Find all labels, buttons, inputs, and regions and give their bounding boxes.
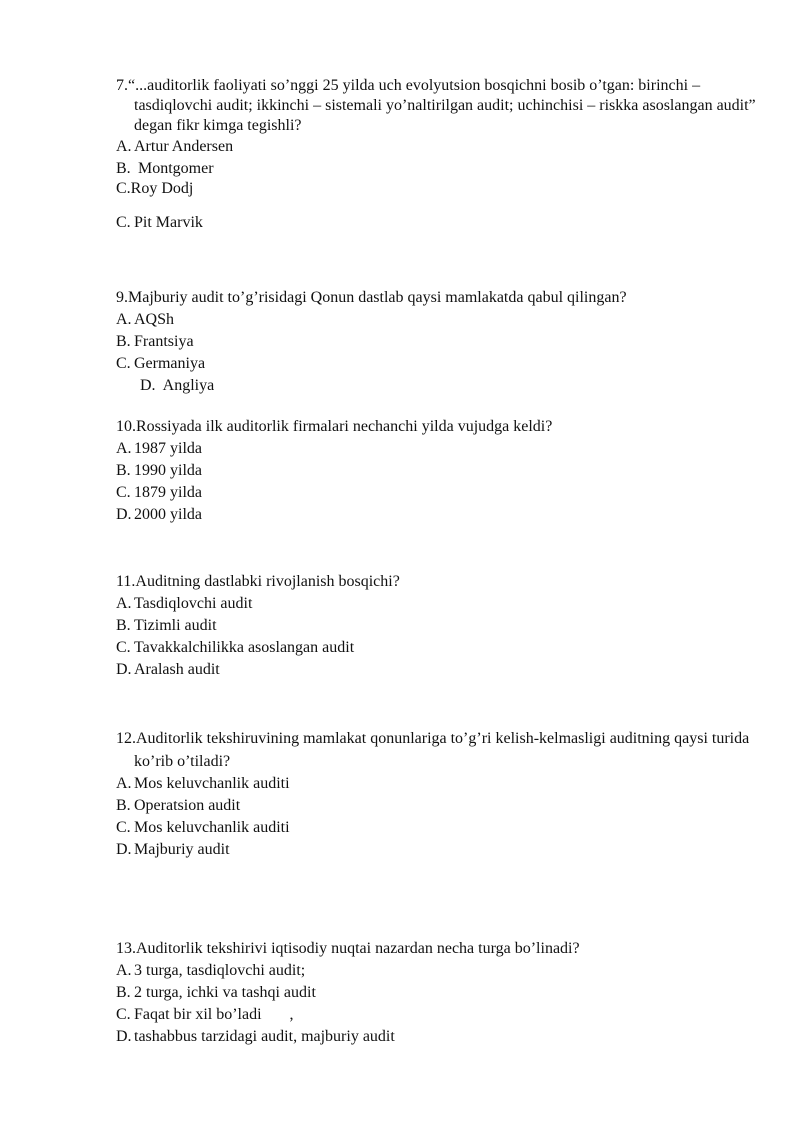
option-b xyxy=(116,615,756,637)
question-text: 7.“...auditorlik faoliyati so’nggi 25 yilda uch evolyutsion bosqichni bosib o’tgan: birinchi – tasdiqlovchi audit; ikkinchi – sistemali yo’naltirilgan audit; uchinchisi – riskka asoslangan audit” degan fikr kimga tegishli? xyxy=(116,77,756,134)
option-c xyxy=(116,482,756,504)
option-text: Aralash audit xyxy=(134,661,220,678)
option-d xyxy=(116,659,756,681)
option-a xyxy=(116,136,756,158)
option-text: 1987 yilda xyxy=(134,440,202,457)
option-c xyxy=(116,637,756,659)
option-text: Tasdiqlovchi audit xyxy=(134,595,253,612)
option-text: 1990 yilda xyxy=(134,462,202,479)
option-c xyxy=(116,1004,756,1026)
option-text: Tizimli audit xyxy=(134,617,217,634)
option-a xyxy=(116,438,756,460)
option-text: Mos keluvchanlik auditi xyxy=(134,775,290,792)
option-b xyxy=(116,331,756,353)
option-letter: A. xyxy=(116,595,132,612)
option-letter: B. xyxy=(116,797,131,814)
option-c-second xyxy=(116,212,756,234)
question-9 xyxy=(116,287,756,397)
option-a xyxy=(116,593,756,615)
question-10 xyxy=(116,416,756,526)
option-text: tashabbus tarzidagi audit, majburiy audit xyxy=(134,1028,395,1045)
option-letter: C. xyxy=(116,355,131,372)
question-text: 10.Rossiyada ilk auditorlik firmalari nechanchi yilda vujudga keldi? xyxy=(116,418,553,435)
option-letter: B. xyxy=(116,160,131,177)
option-letter: B. xyxy=(116,333,131,350)
option-letter: C. xyxy=(116,484,131,501)
option-d xyxy=(116,1026,756,1048)
option-text: Faqat bir xil bo’ladi , xyxy=(134,1006,294,1023)
option-text: Operatsion audit xyxy=(134,797,241,814)
option-text: Mos keluvchanlik auditi xyxy=(134,819,290,836)
option-letter: B. xyxy=(116,984,131,1001)
option-letter: B. xyxy=(116,617,131,634)
option-text: C.Roy Dodj xyxy=(116,180,194,197)
option-c xyxy=(116,817,756,839)
option-d xyxy=(116,375,756,397)
question-text: 13.Auditorlik tekshirivi iqtisodiy nuqtai nazardan necha turga bo’linadi? xyxy=(116,940,580,957)
option-letter: D. xyxy=(116,841,132,858)
option-a xyxy=(116,773,756,795)
option-text: Tavakkalchilikka asoslangan audit xyxy=(134,639,355,656)
question-text: 12.Auditorlik tekshiruvining mamlakat qonunlariga to’g’ri kelish-kelmasligi auditning qaysi turida ko’rib o’tiladi? xyxy=(116,730,750,770)
option-a xyxy=(116,309,756,331)
question-text: 9.Majburiy audit to’g’risidagi Qonun dastlab qaysi mamlakatda qabul qilingan? xyxy=(116,289,627,306)
option-letter: C. xyxy=(116,819,131,836)
option-d xyxy=(116,504,756,526)
option-letter: C. xyxy=(116,1006,131,1023)
option-letter: D. xyxy=(116,506,132,523)
option-b xyxy=(116,158,756,178)
option-letter: A. xyxy=(116,775,132,792)
option-text: Montgomer xyxy=(134,160,214,177)
option-b xyxy=(116,795,756,817)
question-12 xyxy=(116,727,756,861)
question-11 xyxy=(116,571,756,681)
option-letter: A. xyxy=(116,440,132,457)
option-letter: A. xyxy=(116,311,132,328)
option-text: Pit Marvik xyxy=(134,214,203,231)
question-7 xyxy=(116,76,756,234)
option-d xyxy=(116,839,756,861)
question-13 xyxy=(116,938,756,1048)
option-letter: D. xyxy=(116,1028,132,1045)
option-text: 2 turga, ichki va tashqi audit xyxy=(134,984,316,1001)
option-text: Artur Andersen xyxy=(134,138,234,155)
option-letter: A. xyxy=(116,138,132,155)
option-c xyxy=(116,353,756,375)
option-a xyxy=(116,960,756,982)
option-text: Majburiy audit xyxy=(134,841,230,858)
option-letter: B. xyxy=(116,462,131,479)
option-b xyxy=(116,460,756,482)
option-b xyxy=(116,982,756,1004)
option-letter: A. xyxy=(116,962,132,979)
option-letter: D. xyxy=(116,661,132,678)
option-letter: C. xyxy=(116,214,131,231)
option-text: D. Angliya xyxy=(140,377,215,394)
option-c xyxy=(116,178,756,212)
option-text: 1879 yilda xyxy=(134,484,202,501)
option-text: AQSh xyxy=(134,311,175,328)
option-text: 3 turga, tasdiqlovchi audit; xyxy=(134,962,306,979)
question-text: 11.Auditning dastlabki rivojlanish bosqichi? xyxy=(116,573,400,590)
option-text: 2000 yilda xyxy=(134,506,202,523)
option-text: Frantsiya xyxy=(134,333,194,350)
option-text: Germaniya xyxy=(134,355,206,372)
option-letter: C. xyxy=(116,639,131,656)
